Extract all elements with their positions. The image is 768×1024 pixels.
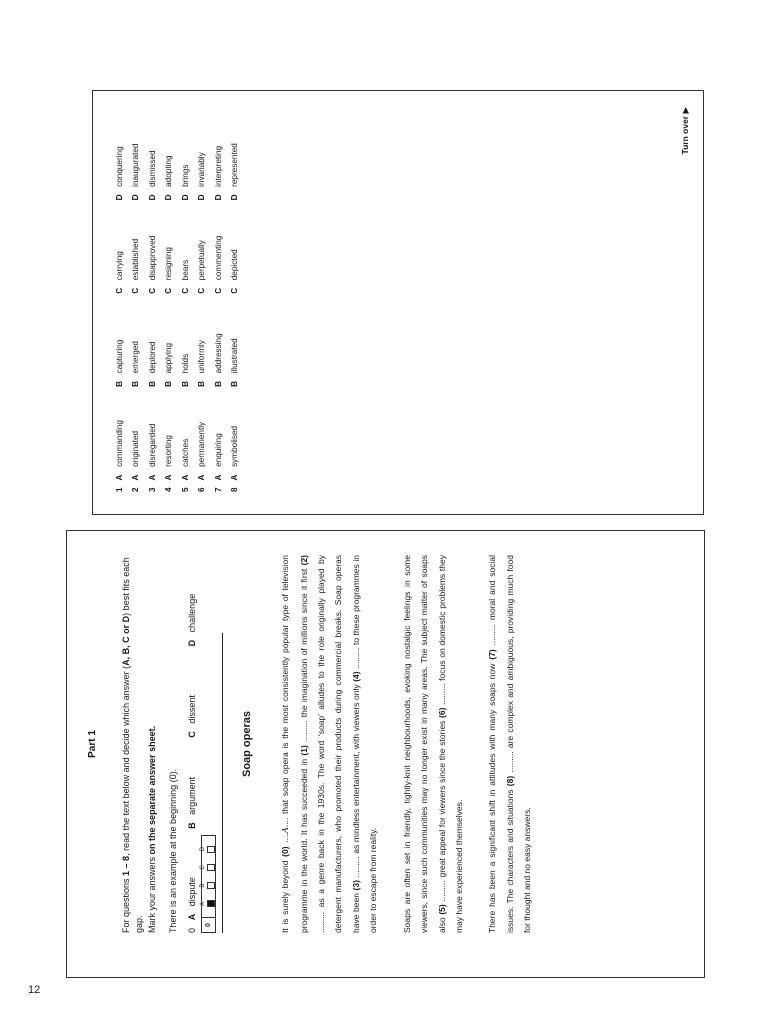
option-word: enquiring bbox=[213, 433, 223, 467]
example-number: 0 bbox=[187, 927, 198, 933]
option-letter: C bbox=[180, 287, 190, 294]
example-option bbox=[187, 829, 197, 920]
instructions-bold: on the separate answer sheet. bbox=[147, 725, 158, 855]
answer-cell-b bbox=[200, 882, 215, 889]
gap-number: (4) bbox=[350, 671, 361, 682]
option-word: disapproved bbox=[147, 235, 157, 281]
answer-cell-letter: C bbox=[200, 865, 207, 870]
option-letter: D bbox=[230, 194, 240, 201]
instructions-text: Mark your answers bbox=[147, 854, 158, 933]
question-number: 3 bbox=[147, 487, 157, 492]
gap-number: (1) bbox=[298, 745, 309, 756]
option-letter: B bbox=[147, 381, 157, 387]
answer-box-cells bbox=[200, 836, 215, 917]
option-word: interpreting bbox=[213, 145, 223, 187]
option-row bbox=[144, 107, 161, 492]
option-row bbox=[177, 107, 194, 492]
option-word: disregarded bbox=[147, 423, 157, 467]
example-options bbox=[187, 555, 197, 933]
option-word: established bbox=[131, 238, 141, 281]
instructions-range: 1 – 8 bbox=[121, 855, 131, 876]
answer-cell-a bbox=[200, 900, 215, 907]
option-letter: B bbox=[197, 381, 207, 387]
instructions-letters: A, B, C or D bbox=[121, 615, 131, 666]
text-run: ......... as a genre back in the 1930s. The word ‘soap’ alludes to the role originally played by detergent manufacturers, who promoted their products during commercial breaks. Soap operas have been bbox=[315, 555, 361, 933]
gap-number: (6) bbox=[436, 707, 447, 718]
question-number: 1 bbox=[114, 487, 124, 492]
option-row bbox=[227, 107, 244, 492]
option-word: commanding bbox=[114, 420, 124, 467]
gap-number: (0) bbox=[280, 846, 291, 857]
option-word: inaugurated bbox=[131, 143, 141, 187]
option-word: carrying bbox=[114, 251, 124, 281]
option-letter: D bbox=[147, 194, 157, 201]
exam-page-part1 bbox=[66, 530, 705, 978]
options-content bbox=[93, 91, 703, 514]
option-letter: D bbox=[197, 194, 207, 201]
option-letter: C bbox=[213, 287, 223, 294]
option-row bbox=[111, 107, 128, 492]
option-letter: B bbox=[230, 381, 240, 387]
example-answer: A bbox=[281, 827, 292, 834]
divider bbox=[222, 633, 223, 933]
text-run: Soaps are often set in friendly, tightly-knit neighbourhoods, evoking nostalgic feelings in some viewers, since such communities may no longer exist in many areas. The subject matter of soaps also bbox=[401, 555, 447, 933]
option-letter: B bbox=[164, 381, 174, 387]
option-letter: D bbox=[131, 194, 141, 201]
option-word: invariably bbox=[197, 152, 207, 187]
option-letter: A bbox=[131, 474, 141, 481]
option-letter: A bbox=[114, 474, 124, 481]
question-number: 7 bbox=[213, 487, 223, 492]
option-word: adopting bbox=[164, 155, 174, 187]
option-word: conquering bbox=[114, 146, 124, 187]
option-letter: D bbox=[187, 639, 198, 647]
option-word: depicted bbox=[230, 249, 240, 281]
option-letter: C bbox=[187, 731, 198, 738]
exam-page-options bbox=[92, 90, 704, 515]
option-word: addressing bbox=[213, 333, 223, 374]
answer-cell-d bbox=[200, 846, 215, 853]
option-letter: A bbox=[187, 913, 198, 921]
question-number: 6 bbox=[197, 487, 207, 492]
text-run: ......... the imagination of millions since it first bbox=[298, 565, 309, 746]
text-run: It is surely beyond bbox=[280, 856, 291, 933]
options-table bbox=[111, 107, 243, 492]
instructions bbox=[120, 555, 159, 933]
option-word: uniformly bbox=[197, 340, 207, 374]
gap-number: (5) bbox=[436, 904, 447, 915]
question-number: 8 bbox=[230, 487, 240, 492]
option-word: capturing bbox=[114, 339, 124, 374]
option-letter: C bbox=[147, 287, 157, 294]
option-letter: D bbox=[180, 194, 190, 201]
option-word: illustrated bbox=[230, 338, 240, 374]
gap-number: (3) bbox=[350, 880, 361, 891]
option-letter: C bbox=[230, 287, 240, 294]
option-word: represented bbox=[230, 143, 240, 187]
text-run: ......... focus on domestic problems they may have experienced themselves. bbox=[436, 555, 464, 933]
option-letter: B bbox=[114, 381, 124, 387]
option-row bbox=[161, 107, 178, 492]
text-run: ......... moral and social issues. The characters and situations bbox=[487, 555, 515, 933]
example-option bbox=[187, 738, 197, 829]
option-word: bears bbox=[180, 259, 190, 281]
option-word: permanently bbox=[197, 421, 207, 467]
option-word: emerged bbox=[131, 341, 141, 374]
example-answer-box bbox=[201, 835, 216, 933]
gap-number: (2) bbox=[298, 555, 309, 566]
question-number: 2 bbox=[131, 487, 141, 492]
example-option bbox=[187, 646, 197, 737]
answer-cell-letter: A bbox=[200, 901, 207, 906]
answer-box-number: 0 bbox=[202, 917, 215, 932]
part-title: Part 1 bbox=[87, 730, 98, 758]
question-number: 4 bbox=[164, 487, 174, 492]
text-run: ......... to these programmes in order to escape from reality. bbox=[350, 555, 379, 933]
option-letter: A bbox=[213, 474, 223, 481]
option-letter: B bbox=[187, 822, 198, 829]
paragraph-3 bbox=[484, 555, 536, 933]
option-letter: A bbox=[197, 474, 207, 481]
option-word: holds bbox=[180, 353, 190, 374]
answer-mark-empty bbox=[207, 864, 215, 871]
answer-mark-empty bbox=[207, 882, 215, 889]
option-letter: C bbox=[114, 287, 124, 294]
option-row bbox=[128, 107, 145, 492]
example-option bbox=[187, 555, 197, 646]
gap-number: (7) bbox=[487, 649, 498, 660]
option-letter: A bbox=[147, 474, 157, 481]
option-word: deplored bbox=[147, 341, 157, 374]
example-intro: There is an example at the beginning (0). bbox=[168, 768, 179, 933]
option-word: resorting bbox=[164, 435, 174, 467]
option-word: brings bbox=[180, 164, 190, 187]
page-number: 12 bbox=[28, 984, 41, 996]
option-word: dismissed bbox=[147, 150, 157, 187]
option-letter: B bbox=[180, 381, 190, 387]
option-word: perpetually bbox=[197, 240, 207, 281]
option-letter: D bbox=[213, 194, 223, 201]
option-word: applying bbox=[164, 342, 174, 374]
option-letter: C bbox=[164, 287, 174, 294]
part1-content bbox=[67, 531, 704, 977]
option-word: argument bbox=[187, 776, 198, 815]
text-run: ......... great appeal for viewers since the stories bbox=[436, 717, 447, 905]
instructions-text: For questions bbox=[121, 875, 131, 933]
option-word: symbolised bbox=[230, 425, 240, 467]
option-word: dissent bbox=[187, 695, 198, 724]
instructions-text: ) best fits each gap. bbox=[121, 557, 145, 933]
option-letter: C bbox=[197, 287, 207, 294]
option-row bbox=[194, 107, 211, 492]
paragraph-2 bbox=[399, 555, 469, 933]
text-run: There has been a significant shift in attitudes with many soaps now bbox=[487, 659, 498, 933]
option-letter: D bbox=[164, 194, 174, 201]
answer-cell-c bbox=[200, 864, 215, 871]
option-letter: A bbox=[164, 474, 174, 481]
turn-over-label: Turn over ▶ bbox=[680, 107, 690, 155]
paragraph-1 bbox=[277, 555, 383, 933]
text-title: Soap operas bbox=[241, 710, 254, 778]
answer-mark-filled bbox=[207, 900, 215, 907]
option-word: challenge bbox=[187, 593, 198, 633]
answer-mark-empty bbox=[207, 846, 215, 853]
question-number: 5 bbox=[180, 487, 190, 492]
option-letter: D bbox=[114, 194, 124, 201]
answer-cell-letter: B bbox=[200, 883, 207, 888]
option-letter: B bbox=[131, 381, 141, 387]
option-row bbox=[210, 107, 227, 492]
option-letter: B bbox=[213, 381, 223, 387]
instructions-text: , read the text below and decide which answer ( bbox=[121, 665, 131, 856]
text-run: ......... are complex and ambiguous, providing much food for thought and no easy answers. bbox=[504, 555, 533, 933]
option-word: resigning bbox=[164, 247, 174, 281]
answer-cell-letter: D bbox=[200, 846, 207, 852]
option-letter: A bbox=[230, 474, 240, 481]
option-word: commenting bbox=[213, 235, 223, 281]
option-word: dispute bbox=[187, 877, 198, 907]
option-word: originated bbox=[131, 430, 141, 467]
text-run: ......... as mindless entertainment, with viewers only bbox=[350, 681, 361, 881]
option-letter: C bbox=[131, 287, 141, 294]
text-run: .... bbox=[280, 833, 291, 847]
text-run: .... that soap opera is the most consistently popular type of television programme in the world. It has succeeded in bbox=[280, 555, 309, 933]
option-letter: A bbox=[180, 474, 190, 481]
gap-number: (8) bbox=[504, 775, 515, 787]
option-word: catches bbox=[180, 438, 190, 467]
